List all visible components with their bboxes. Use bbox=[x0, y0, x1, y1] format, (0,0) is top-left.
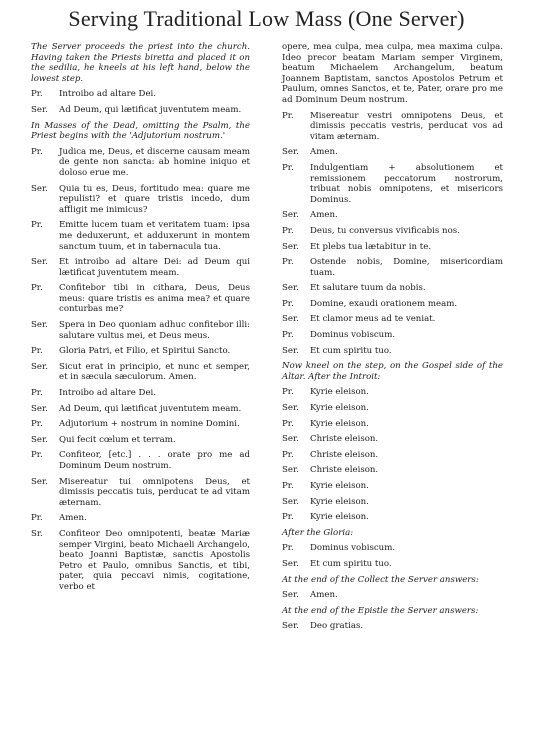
dialogue-line bbox=[282, 497, 503, 508]
dialogue-line bbox=[282, 330, 503, 341]
response-text: Christe eleison. bbox=[310, 465, 379, 476]
dialogue-line bbox=[282, 590, 503, 601]
right-column bbox=[282, 42, 503, 637]
response-text: Amen. bbox=[59, 513, 87, 524]
page-title: Serving Traditional Low Mass (One Server) bbox=[68, 6, 465, 31]
response-text: Domine, exaudi orationem meam. bbox=[310, 298, 458, 309]
response-text: Ostende nobis, Domine, misericordiam tuam. bbox=[310, 257, 503, 278]
response-text: Judica me, Deus, et discerne causam meam de gente non sancta: ab homine iniquo et doloso erue me. bbox=[59, 146, 250, 178]
dialogue-line bbox=[282, 403, 503, 414]
speaker-label: Pr. bbox=[31, 283, 43, 294]
response-text: Introibo ad altare Dei. bbox=[59, 388, 157, 399]
speaker-label: Ser. bbox=[31, 104, 48, 115]
dialogue-line bbox=[31, 184, 250, 216]
response-text: Et clamor meus ad te veniat. bbox=[310, 314, 436, 325]
response-text: Kyrie eleison. bbox=[310, 481, 369, 491]
speaker-label: Ser. bbox=[31, 361, 48, 372]
response-text: Introibo ad altare Dei. bbox=[59, 89, 157, 100]
dialogue-line bbox=[282, 257, 503, 278]
left-column bbox=[31, 42, 250, 598]
response-text: Misereatur tui omnipotens Deus, et dimissis peccatis tuis, perducat te ad vitam æternam. bbox=[59, 476, 250, 508]
speaker-label: Pr. bbox=[282, 110, 294, 121]
speaker-label: Pr. bbox=[31, 388, 43, 399]
response-text: Et introibo ad altare Dei: ad Deum qui lætificat juventutem meam. bbox=[59, 257, 250, 278]
response-text: Kyrie eleison. bbox=[310, 403, 369, 414]
response-text: Dominus vobiscum. bbox=[310, 543, 396, 554]
speaker-label: Pr. bbox=[282, 543, 294, 554]
speaker-label: Pr. bbox=[282, 298, 294, 309]
dialogue-line bbox=[282, 450, 503, 461]
continued-text: opere, mea culpa, mea culpa, mea maxima culpa. Ideo precor beatam Mariam semper Virginem, beatum Michaelem Archangelum, beatum Joannem Baptistam, sanctos Apostolos Petrum et Paulum, omnes Sanctos, et te, Pater, orare pro me ad Dominum Deum nostrum. bbox=[282, 42, 503, 105]
response-text: Et salutare tuum da nobis. bbox=[310, 283, 426, 294]
dialogue-line bbox=[31, 450, 250, 471]
speaker-label: Ser. bbox=[282, 210, 299, 221]
response-text: Et cum spiritu tuo. bbox=[310, 345, 392, 356]
speaker-label: Ser. bbox=[282, 345, 299, 356]
speaker-label: Ser. bbox=[282, 147, 299, 158]
speaker-label: Ser. bbox=[282, 496, 299, 507]
rubric-instruction: At the end of the Epistle the Server answers: bbox=[282, 605, 479, 616]
response-text: Ad Deum, qui lætificat juventutem meam. bbox=[59, 403, 242, 414]
rubric-instruction: After the Gloria: bbox=[282, 527, 354, 538]
response-text: Christe eleison. bbox=[310, 434, 379, 445]
response-text: Confiteor, [etc.] . . . orate pro me ad Dominum Deum nostrum. bbox=[59, 450, 250, 471]
response-text: Deo gratias. bbox=[310, 621, 364, 632]
speaker-label: Ser. bbox=[282, 241, 299, 252]
dialogue-line bbox=[31, 147, 250, 179]
dialogue-line bbox=[282, 434, 503, 445]
speaker-label: Pr. bbox=[31, 89, 43, 100]
response-text: Deus, tu conversus vivificabis nos. bbox=[310, 225, 460, 236]
dialogue-line bbox=[282, 299, 503, 310]
speaker-label: Pr. bbox=[282, 481, 294, 491]
speaker-label: Pr. bbox=[282, 330, 294, 341]
dialogue-line bbox=[31, 477, 250, 509]
dialogue-line bbox=[282, 387, 503, 398]
dialogue-line bbox=[31, 283, 250, 315]
response-text: Confiteor Deo omnipotenti, beatæ Mariæ semper Virgini, beato Michaeli Archangelo, beato Joanni Baptistæ, sanctis Apostolis Petro et Paulo, omnibus Sanctis, et tibi, pater, quia peccavi nimis, cogitatione, verbo et bbox=[59, 528, 250, 592]
dialogue-line bbox=[282, 314, 503, 325]
speaker-label: Pr. bbox=[282, 449, 294, 460]
dialogue-line bbox=[282, 242, 503, 253]
dialogue-line bbox=[31, 105, 250, 116]
speaker-label: Pr. bbox=[282, 162, 294, 173]
dialogue-line bbox=[282, 283, 503, 294]
dialogue-line bbox=[282, 346, 503, 357]
speaker-label: Ser. bbox=[282, 465, 299, 476]
response-text: Amen. bbox=[310, 590, 338, 601]
speaker-label: Pr. bbox=[282, 225, 294, 236]
speaker-label: Pr. bbox=[31, 220, 43, 231]
speaker-label: Ser. bbox=[31, 320, 48, 331]
speaker-label: Pr. bbox=[282, 387, 294, 398]
dialogue-line bbox=[31, 220, 250, 252]
dialogue-line bbox=[31, 89, 250, 100]
dialogue-line bbox=[282, 419, 503, 430]
speaker-label: Ser. bbox=[282, 434, 299, 445]
response-text: Indulgentiam + absolutionem et remissionem peccatorum nostrorum, tribuat nobis omnipotens, et misericors Dominus. bbox=[310, 162, 503, 205]
speaker-label: Ser. bbox=[31, 434, 48, 445]
rubric-instruction: The Server proceeds the priest into the church. Having taken the Priests biretta and placed it on the sedilia, he kneels at his left hand, below the lowest step. bbox=[31, 42, 250, 84]
speaker-label: Ser. bbox=[31, 183, 48, 194]
response-text: Amen. bbox=[310, 210, 338, 221]
speaker-label: Ser. bbox=[282, 558, 299, 569]
dialogue-line bbox=[31, 320, 250, 341]
speaker-label: Pr. bbox=[31, 346, 43, 357]
speaker-label: Ser. bbox=[282, 590, 299, 601]
dialogue-line bbox=[282, 543, 503, 554]
dialogue-line bbox=[31, 529, 250, 593]
speaker-label: Ser. bbox=[31, 476, 48, 487]
dialogue-line bbox=[282, 210, 503, 221]
response-text: Confitebor tibi in cithara, Deus, Deus meus: quare tristis es anima mea? et quare conturbas me? bbox=[59, 283, 250, 315]
response-text: Quia tu es, Deus, fortitudo mea: quare me repulisti? et quare tristis incedo, dum affligit me inimicus? bbox=[59, 183, 250, 215]
speaker-label: Pr. bbox=[31, 450, 43, 461]
dialogue-line bbox=[31, 388, 250, 399]
dialogue-line bbox=[282, 559, 503, 570]
dialogue-line bbox=[282, 226, 503, 237]
response-text: Adjutorium + nostrum in nomine Domini. bbox=[59, 419, 240, 430]
speaker-label: Ser. bbox=[31, 403, 48, 414]
dialogue-line bbox=[31, 346, 250, 357]
speaker-label: Pr. bbox=[31, 513, 43, 524]
response-text: Kyrie eleison. bbox=[310, 512, 369, 523]
dialogue-line bbox=[31, 362, 250, 383]
speaker-label: Ser. bbox=[282, 621, 299, 632]
response-text: Et cum spiritu tuo. bbox=[310, 558, 392, 569]
response-text: Kyrie eleison. bbox=[310, 418, 369, 429]
dialogue-line bbox=[282, 111, 503, 143]
response-text: Amen. bbox=[310, 147, 338, 158]
response-text: Kyrie eleison. bbox=[310, 387, 369, 398]
dialogue-line bbox=[282, 465, 503, 476]
response-text: Gloria Patri, et Filio, et Spiritui Sancto. bbox=[59, 346, 231, 357]
rubric-instruction: In Masses of the Dead, omitting the Psalm, the Priest begins with the 'Adjutorium nostrum.' bbox=[31, 120, 250, 142]
response-text: Christe eleison. bbox=[310, 449, 379, 460]
speaker-label: Pr. bbox=[282, 418, 294, 429]
speaker-label: Pr. bbox=[282, 257, 294, 268]
dialogue-line bbox=[282, 163, 503, 205]
response-text: Ad Deum, qui lætificat juventutem meam. bbox=[59, 104, 242, 115]
dialogue-line bbox=[282, 481, 503, 492]
speaker-label: Ser. bbox=[282, 283, 299, 294]
response-text: Et plebs tua lætabitur in te. bbox=[310, 241, 432, 252]
speaker-label: Pr. bbox=[31, 419, 43, 430]
dialogue-line bbox=[282, 621, 503, 632]
dialogue-line bbox=[282, 147, 503, 158]
speaker-label: Pr. bbox=[282, 512, 294, 523]
dialogue-line bbox=[31, 435, 250, 446]
speaker-label: Ser. bbox=[31, 257, 48, 268]
dialogue-line bbox=[282, 512, 503, 523]
rubric-instruction: At the end of the Collect the Server answers: bbox=[282, 574, 479, 585]
speaker-label: Pr. bbox=[31, 146, 43, 157]
dialogue-line bbox=[31, 257, 250, 278]
speaker-label: Ser. bbox=[282, 314, 299, 325]
response-text: Spera in Deo quoniam adhuc confitebor illi: salutare vultus mei, et Deus meus. bbox=[59, 320, 250, 341]
speaker-label: Sr. bbox=[31, 528, 43, 539]
dialogue-line bbox=[31, 419, 250, 430]
response-text: Sicut erat in principio, et nunc et semper, et in sæcula sæculorum. Amen. bbox=[59, 361, 250, 383]
response-text: Emitte lucem tuam et veritatem tuam: ipsa me deduxerunt, et adduxerunt in montem sanctum tuum, et in tabernacula tua. bbox=[59, 220, 250, 252]
rubric-instruction: Now kneel on the step, on the Gospel side of the Altar. After the Introit: bbox=[282, 361, 503, 382]
response-text: Kyrie eleison. bbox=[310, 496, 369, 507]
response-text: Qui fecit cœlum et terram. bbox=[59, 434, 176, 445]
dialogue-line bbox=[31, 404, 250, 415]
response-text: Misereatur vestri omnipotens Deus, et dimissis peccatis vestris, perducat vos ad vitam æternam. bbox=[310, 110, 503, 142]
speaker-label: Ser. bbox=[282, 403, 299, 414]
dialogue-line bbox=[31, 513, 250, 524]
response-text: Dominus vobiscum. bbox=[310, 330, 396, 341]
